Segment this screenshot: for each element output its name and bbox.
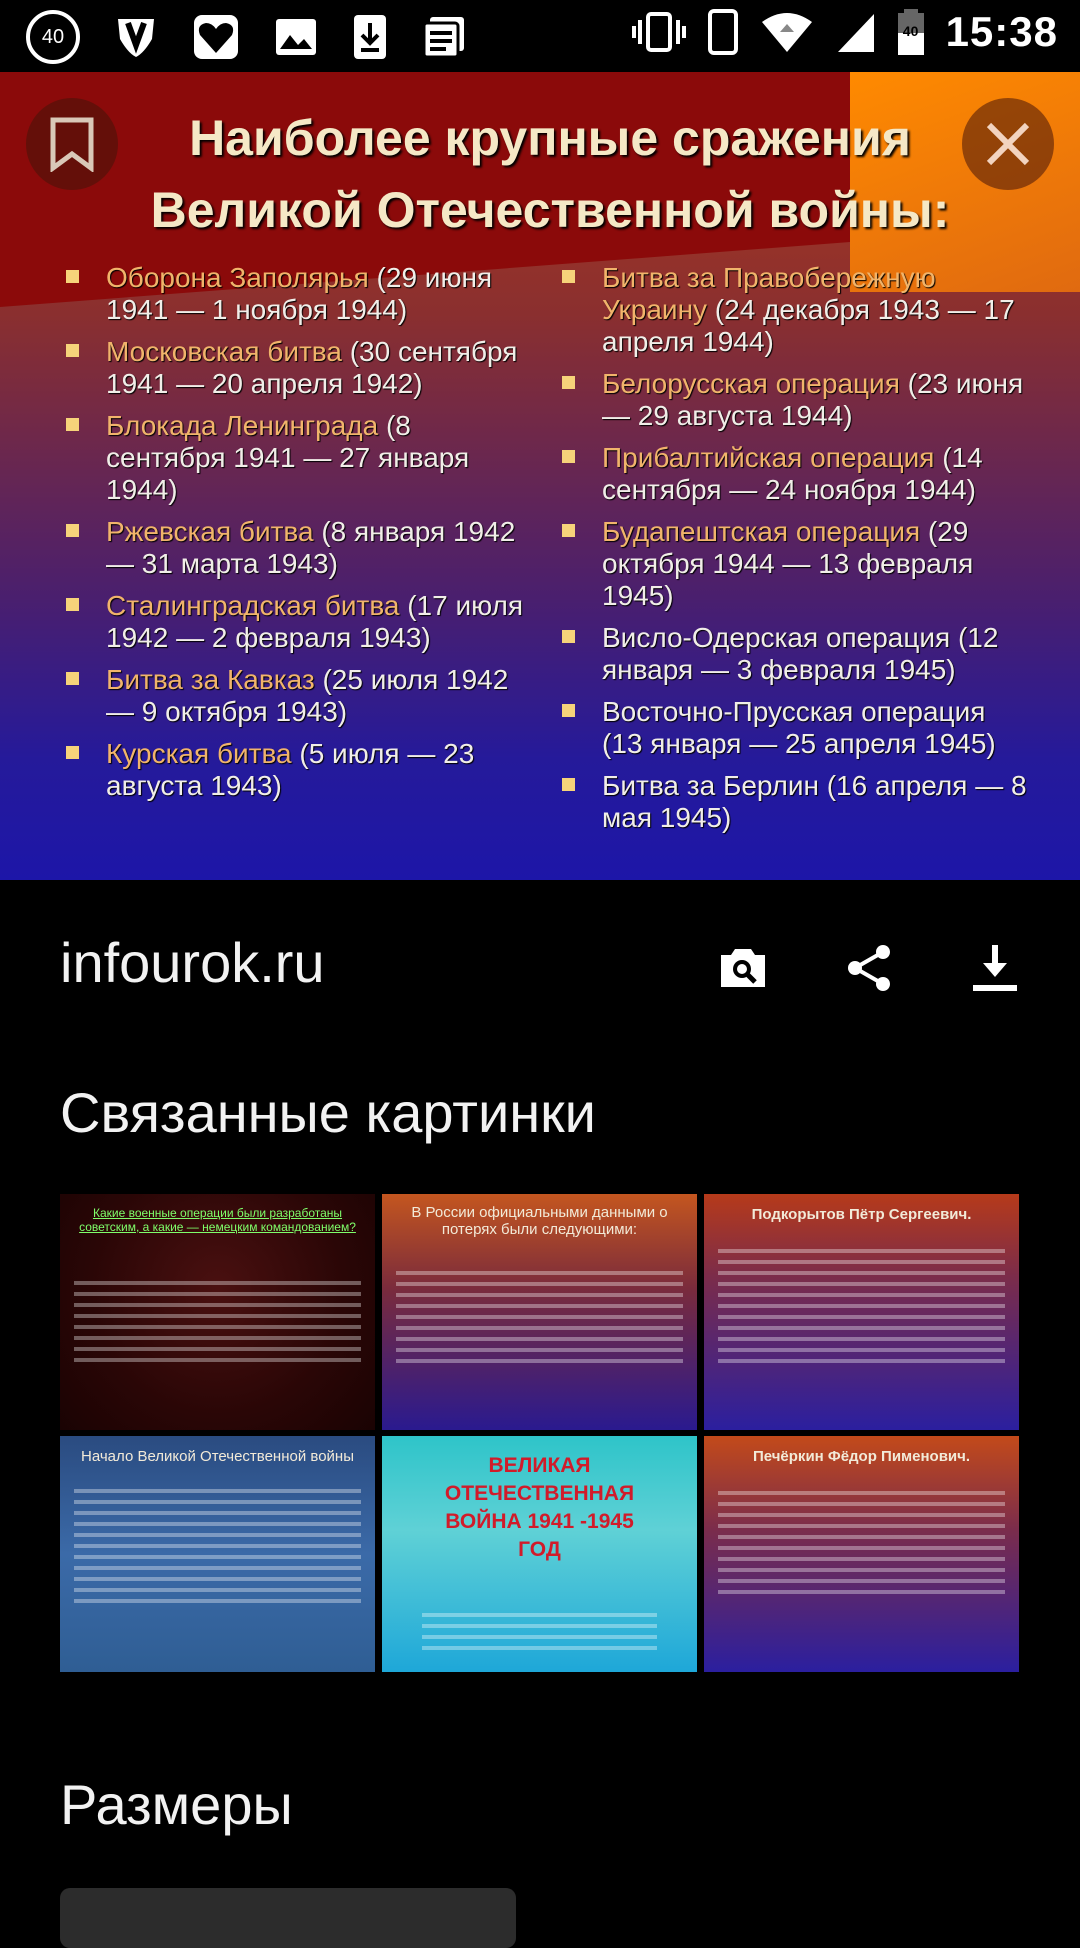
- thumb-caption: Начало Великой Отечественной войны: [81, 1448, 354, 1465]
- list-item: Белорусская операция (23 июня — 29 августа 1944): [562, 368, 1032, 432]
- bookmark-icon: [49, 116, 95, 172]
- battery-level: 40: [902, 23, 919, 39]
- shield-app-icon: [114, 15, 158, 59]
- list-item: Висло-Одерская операция (12 января — 3 февраля 1945): [562, 622, 1032, 686]
- sizes-title: Размеры: [60, 1773, 293, 1836]
- related-thumb[interactable]: [382, 1436, 697, 1672]
- size-option[interactable]: [60, 1888, 516, 1948]
- visual-search-button[interactable]: [715, 940, 771, 996]
- bookmark-button[interactable]: [26, 98, 118, 190]
- list-item: Битва за Берлин (16 апреля — 8 мая 1945): [562, 770, 1032, 834]
- download-icon: [971, 943, 1019, 993]
- notification-count: 40: [41, 25, 65, 48]
- notification-icons: [26, 10, 466, 64]
- list-item: Оборона Заполярья (29 июня 1941 — 1 ноября 1944): [66, 262, 526, 326]
- thumb-caption: ВЕЛИКАЯ ОТЕЧЕСТВЕННАЯ ВОЙНА 1941 -1945 ГОД: [444, 1454, 635, 1561]
- download-notification-icon: [352, 13, 388, 61]
- list-item: Сталинградская битва (17 июля 1942 — 2 февраля 1943): [66, 590, 526, 654]
- image-actions: [715, 940, 1023, 996]
- close-button[interactable]: [962, 98, 1054, 190]
- clock: 15:38: [945, 8, 1058, 55]
- list-item: Битва за Кавказ (25 июля 1942 — 9 октября 1943): [66, 664, 526, 728]
- related-images-title: Связанные картинки: [60, 1081, 596, 1144]
- news-icon: [422, 15, 466, 59]
- system-icons: [632, 8, 1058, 56]
- related-images-grid: [60, 1194, 1020, 1672]
- notification-count-icon: [26, 10, 80, 64]
- thumb-caption: Подкорытов Пётр Сергеевич.: [751, 1206, 972, 1223]
- battery-icon: [898, 9, 924, 55]
- battles-list-left: [66, 262, 526, 812]
- list-item: Прибалтийская операция (14 сентября — 24 ноября 1944): [562, 442, 1032, 506]
- cell-signal-icon: [836, 10, 876, 54]
- related-thumb[interactable]: [704, 1436, 1019, 1672]
- wifi-icon: [760, 10, 814, 54]
- list-item: Московская битва (30 сентября 1941 — 20 апреля 1942): [66, 336, 526, 400]
- phone-icon: [708, 9, 738, 55]
- battles-list-right: [562, 262, 1032, 844]
- related-thumb[interactable]: [382, 1194, 697, 1430]
- slide-title: Наиболее крупные сражения Великой Отечественной войны:: [150, 110, 950, 238]
- image-viewer[interactable]: [0, 72, 1080, 880]
- share-icon: [845, 944, 893, 992]
- gallery-icon: [274, 15, 318, 59]
- close-icon: [983, 119, 1033, 169]
- list-item: Курская битва (5 июля — 23 августа 1943): [66, 738, 526, 802]
- related-thumb[interactable]: [60, 1436, 375, 1672]
- status-bar: [0, 0, 1080, 72]
- thumb-caption: Какие военные операции были разработаны советским, а какие — немецким командованием?: [79, 1206, 356, 1234]
- list-item: Битва за Правобережную Украину (24 декабря 1943 — 17 апреля 1944): [562, 262, 1032, 358]
- thumb-caption: В России официальными данными о потерях были следующими:: [411, 1204, 668, 1238]
- camera-search-icon: [717, 945, 769, 991]
- list-item: Ржевская битва (8 января 1942 — 31 марта 1943): [66, 516, 526, 580]
- heart-app-icon: [192, 13, 240, 61]
- vibrate-icon: [632, 10, 686, 54]
- share-button[interactable]: [841, 940, 897, 996]
- related-thumb[interactable]: [60, 1194, 375, 1430]
- source-domain-link[interactable]: infourok.ru: [60, 931, 325, 994]
- download-button[interactable]: [967, 940, 1023, 996]
- thumb-caption: Печёркин Фёдор Пименович.: [752, 1448, 971, 1465]
- list-item: Будапештская операция (29 октября 1944 — 13 февраля 1945): [562, 516, 1032, 612]
- related-thumb[interactable]: [704, 1194, 1019, 1430]
- list-item: Блокада Ленинграда (8 сентября 1941 — 27 января 1944): [66, 410, 526, 506]
- list-item: Восточно-Прусская операция (13 января — 25 апреля 1945): [562, 696, 1032, 760]
